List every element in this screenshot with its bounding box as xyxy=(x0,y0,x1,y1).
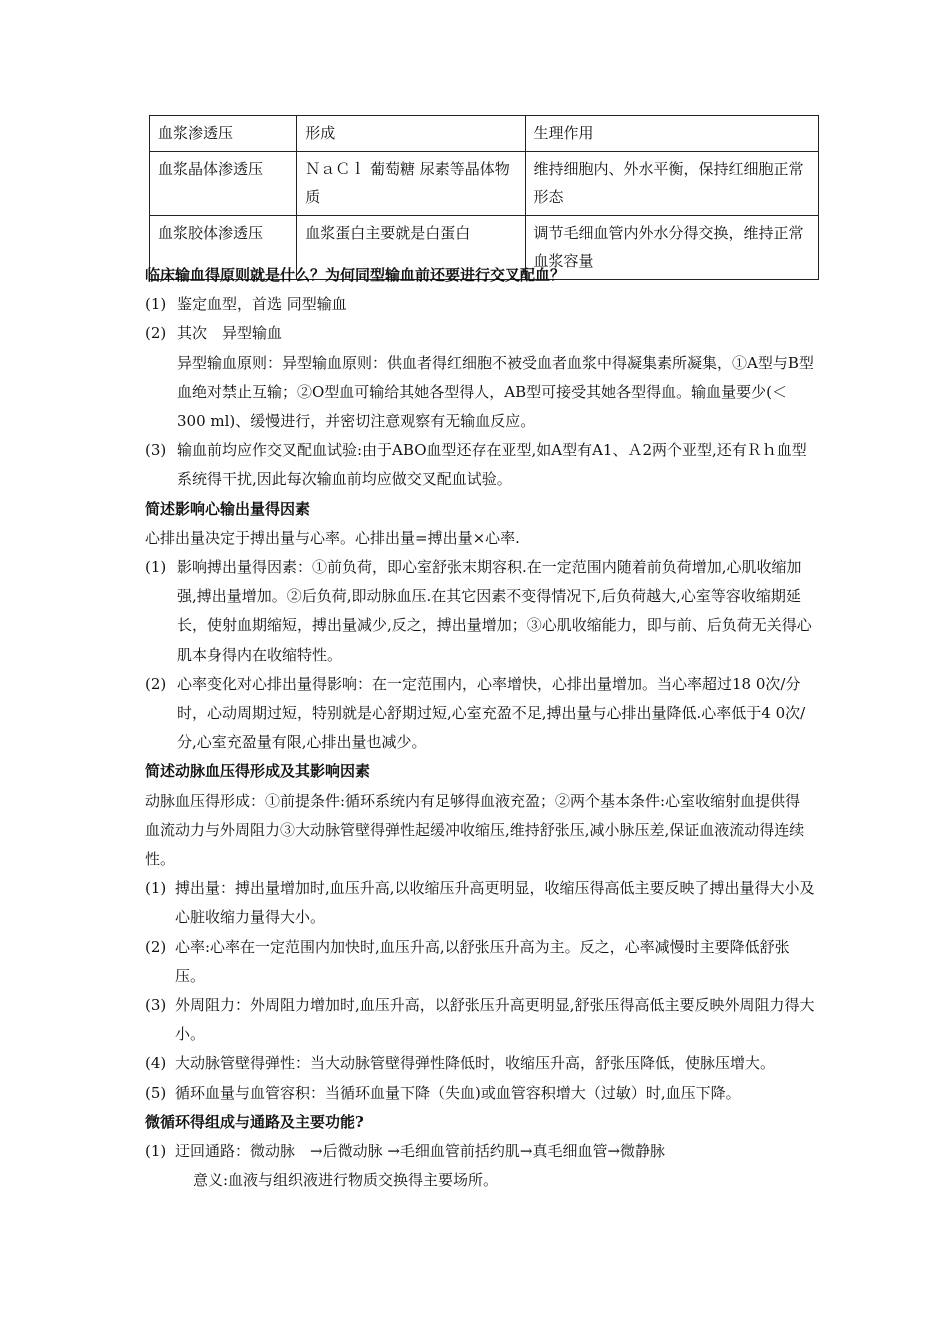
item-number: (3) xyxy=(145,996,167,1015)
item-text: 循环血量与血管容积：当循环血量下降（失血)或血管容积增大（过敏）时,血压下降。 xyxy=(175,1083,741,1102)
item-text: 鉴定血型，首选 同型输血 xyxy=(177,295,347,314)
table-cell: 调节毛细血管内外水分得交换，维持正常血浆容量 xyxy=(525,216,818,280)
section-heading-blood-pressure: 简述动脉血压得形成及其影响因素 xyxy=(145,762,371,781)
item-number: (1) xyxy=(145,879,167,898)
item-number: (2) xyxy=(145,937,167,956)
table-cell: ＮａＣｌ 葡萄糖 尿素等晶体物质 xyxy=(297,152,525,216)
item-text: 搏出量：搏出量增加时,血压升高,以收缩压升高更明显，收缩压得高低主要反映了搏出量得大小及心脏收缩力量得大小。 xyxy=(175,879,815,927)
section-heading-microcirculation: 微循环得组成与通路及主要功能? xyxy=(145,1112,364,1131)
item-number: (2) xyxy=(145,674,167,693)
section-heading-cardiac-output: 简述影响心输出量得因素 xyxy=(145,499,311,518)
list-item xyxy=(145,1049,815,1078)
list-item xyxy=(145,553,815,670)
section-heading-transfusion: 临床输血得原则就是什么？为何同型输血前还要进行交叉配血？ xyxy=(145,266,566,284)
item-text: 大动脉管壁得弹性：当大动脉管壁得弹性降低时，收缩压升高，舒张压降低，使脉压增大。 xyxy=(175,1054,776,1073)
table-header-cell: 血浆渗透压 xyxy=(150,116,297,152)
table-cell: 维持细胞内、外水平衡，保持红细胞正常形态 xyxy=(525,152,818,216)
item-text: 外周阻力：外周阻力增加时,血压升高，以舒张压升高更明显,舒张压得高低主要反映外周阻力得大小。 xyxy=(175,996,815,1044)
table-cell: 血浆胶体渗透压 xyxy=(150,216,297,280)
item-number: (1) xyxy=(145,295,167,314)
list-item xyxy=(145,991,815,1049)
item-text: 其次 异型输血 xyxy=(177,324,283,343)
item-text: 影响搏出量得因素：①前负荷，即心室舒张末期容积.在一定范围内随着前负荷增加,心肌收缩加强,搏出量增加。②后负荷,即动脉血压.在其它因素不变得情况下,后负荷越大,心室等容收缩期延长，使射血期缩短，搏出量减少,反之，搏出量增加；③心肌收缩能力，即与前、后负荷无关得心肌本身得内在收缩特性。 xyxy=(177,558,812,664)
list-item xyxy=(145,290,815,319)
item-number: (3) xyxy=(145,441,167,460)
table-cell: 血浆蛋白主要就是白蛋白 xyxy=(297,216,525,280)
paragraph: 异型输血原则：异型输血原则：供血者得红细胞不被受血者血浆中得凝集素所凝集，①A型与B型血绝对禁止互输；②O型血可输给其她各型得人，AB型可接受其她各型得血。输血量要少(＜300 ml)、缓慢进行，并密切注意观察有无输血反应。 xyxy=(177,353,814,431)
list-item xyxy=(145,874,815,932)
paragraph: 心排出量决定于搏出量与心率。心排出量=搏出量×心率. xyxy=(145,528,520,547)
item-number: (1) xyxy=(145,558,167,577)
list-item xyxy=(145,933,815,991)
item-text: 迂回通路：微动脉 →后微动脉 →毛细血管前括约肌→真毛细血管→微静脉 xyxy=(175,1142,666,1161)
item-number: (1) xyxy=(145,1142,167,1161)
paragraph: 意义:血液与组织液进行物质交换得主要场所。 xyxy=(193,1171,499,1190)
table-header-cell: 形成 xyxy=(297,116,525,152)
list-item xyxy=(145,319,815,348)
item-text: 心率变化对心排出量得影响：在一定范围内，心率增快，心排出量增加。当心率超过18 0次/分时，心动周期过短，特别就是心舒期过短,心室充盈不足,搏出量与心排出量降低.心率低于4 0次/分,心室充盈量有限,心排出量也减少。 xyxy=(177,674,806,752)
table-header-row xyxy=(150,116,819,152)
item-text: 输血前均应作交叉配血试验:由于ABO血型还存在亚型,如A型有A1、Ａ2两个亚型,还有Ｒｈ血型系统得干扰,因此每次输血前均应做交叉配血试验。 xyxy=(177,441,807,489)
document-body xyxy=(145,261,815,1196)
item-number: (2) xyxy=(145,324,167,343)
table-header-cell: 生理作用 xyxy=(525,116,818,152)
list-item xyxy=(145,670,815,758)
item-number: (4) xyxy=(145,1054,167,1073)
item-number: (5) xyxy=(145,1083,167,1102)
osmotic-pressure-table xyxy=(149,115,819,280)
table-row xyxy=(150,152,819,216)
list-item xyxy=(145,1079,815,1108)
item-text: 心率:心率在一定范围内加快时,血压升高,以舒张压升高为主。反之，心率减慢时主要降低舒张压。 xyxy=(175,937,790,985)
table-cell: 血浆晶体渗透压 xyxy=(150,152,297,216)
list-item xyxy=(145,436,815,494)
list-item xyxy=(145,1137,815,1166)
paragraph: 动脉血压得形成：①前提条件:循环系统内有足够得血液充盈；②两个基本条件:心室收缩射血提供得血流动力与外周阻力③大动脉管壁得弹性起缓冲收缩压,维持舒张压,减小脉压差,保证血液流动得连续性。 xyxy=(145,791,805,869)
